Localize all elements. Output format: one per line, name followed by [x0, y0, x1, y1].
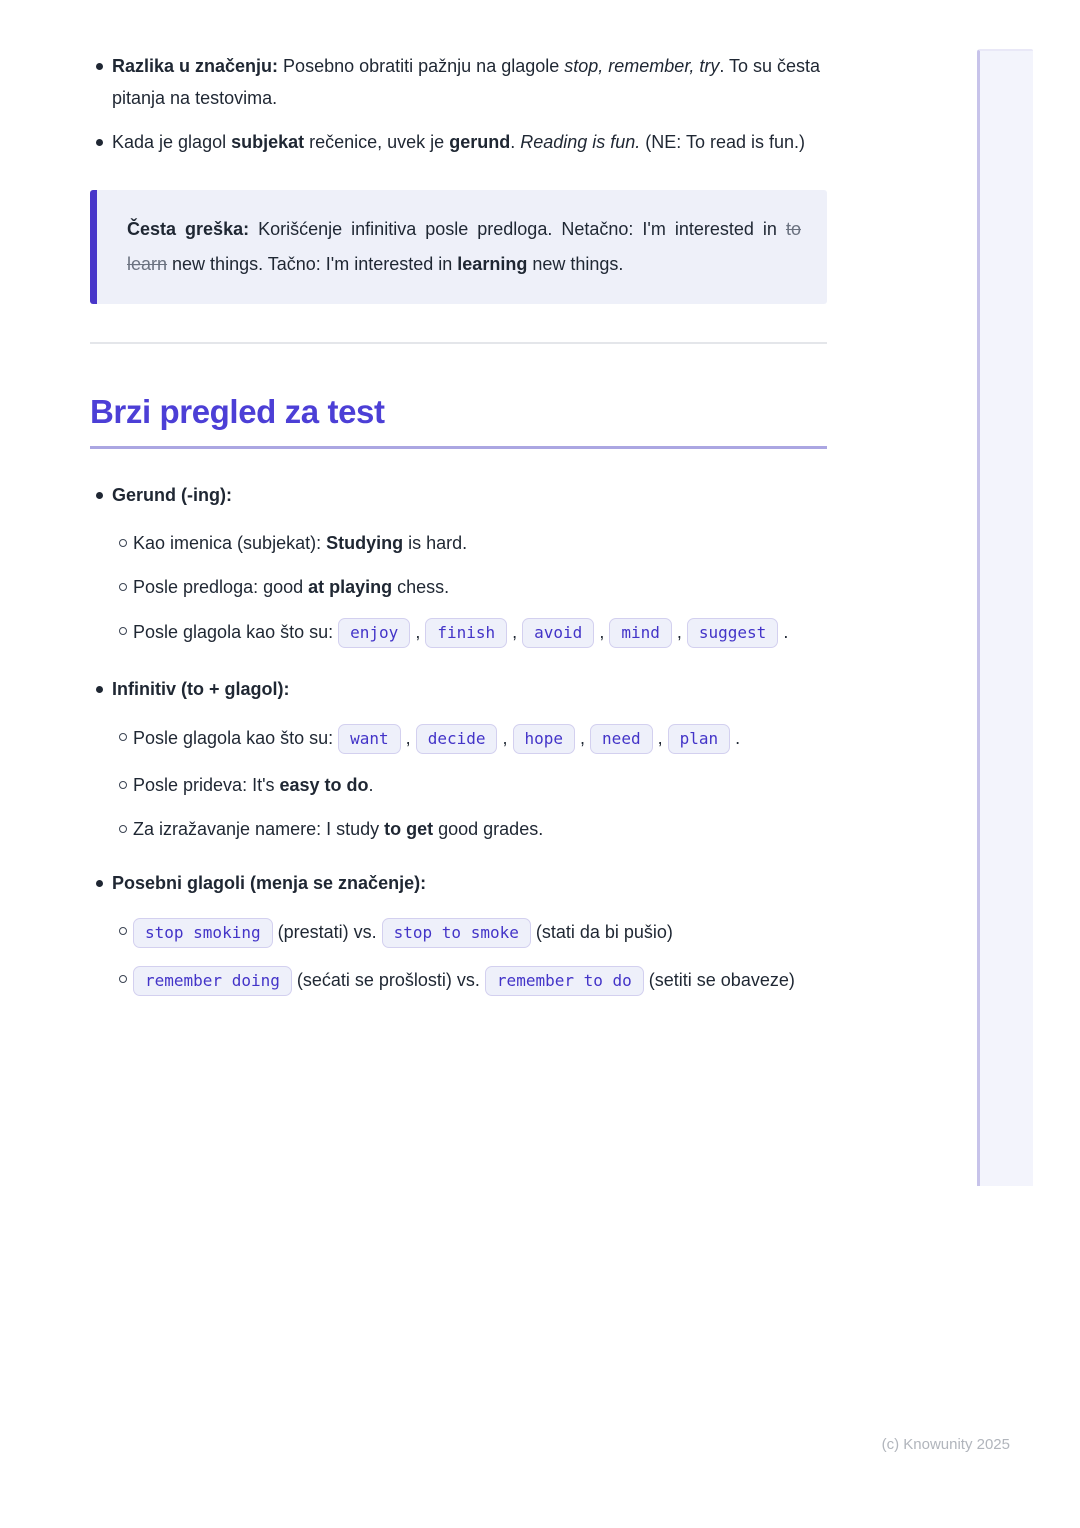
code-chip: decide	[416, 724, 498, 754]
section-divider	[90, 342, 827, 344]
code-chip: avoid	[522, 618, 594, 648]
code-chip: finish	[425, 618, 507, 648]
next-page-edge	[977, 49, 1033, 1186]
code-chip: enjoy	[338, 618, 410, 648]
list-item: remember doing (sećati se prošlosti) vs. remember to do (setiti se obaveze)	[90, 963, 827, 999]
common-mistake-callout: Česta greška: Korišćenje infinitiva posle predloga. Netačno: I'm interested in to learn new things. Tačno: I'm interested in learning new things.	[90, 190, 827, 304]
gerund-sublist	[90, 527, 827, 651]
code-chip: stop smoking	[133, 918, 273, 948]
code-chip: hope	[513, 724, 576, 754]
list-item: Kao imenica (subjekat): Studying is hard.	[90, 527, 827, 559]
list-item: Posle glagola kao što su: want , decide , hope , need , plan .	[90, 721, 827, 757]
list-item: stop smoking (prestati) vs. stop to smoke (stati da bi pušio)	[90, 915, 827, 951]
intro-bullet-list	[90, 50, 827, 158]
copyright-footer: (c) Knowunity 2025	[881, 1436, 1010, 1453]
code-chip: stop to smoke	[382, 918, 531, 948]
list-item-gerund	[90, 479, 827, 651]
list-item-special-verbs	[90, 867, 827, 999]
list-item-label: Infinitiv (to + glagol):	[90, 673, 827, 705]
list-item: Razlika u značenju: Posebno obratiti pažnju na glagole stop, remember, try. To su česta pitanja na testovima.	[90, 50, 827, 114]
code-chip: need	[590, 724, 653, 754]
list-item-infinitive	[90, 673, 827, 845]
page-title: Brzi pregled za test	[90, 392, 827, 449]
code-chip: mind	[609, 618, 672, 648]
infinitive-sublist	[90, 721, 827, 845]
list-item-label: Posebni glagoli (menja se značenje):	[90, 867, 827, 899]
list-item: Za izražavanje namere: I study to get good grades.	[90, 813, 827, 845]
code-chip: remember doing	[133, 966, 292, 996]
quick-review-list	[90, 479, 827, 999]
code-chip: suggest	[687, 618, 778, 648]
code-chip: want	[338, 724, 401, 754]
list-item: Kada je glagol subjekat rečenice, uvek je gerund. Reading is fun. (NE: To read is fun.)	[90, 126, 827, 158]
list-item: Posle glagola kao što su: enjoy , finish , avoid , mind , suggest .	[90, 615, 827, 651]
code-chip: remember to do	[485, 966, 644, 996]
document-page	[90, 50, 827, 1021]
list-item: Posle predloga: good at playing chess.	[90, 571, 827, 603]
code-chip: plan	[668, 724, 731, 754]
list-item-label: Gerund (-ing):	[90, 479, 827, 511]
list-item: Posle prideva: It's easy to do.	[90, 769, 827, 801]
special-verbs-sublist	[90, 915, 827, 999]
